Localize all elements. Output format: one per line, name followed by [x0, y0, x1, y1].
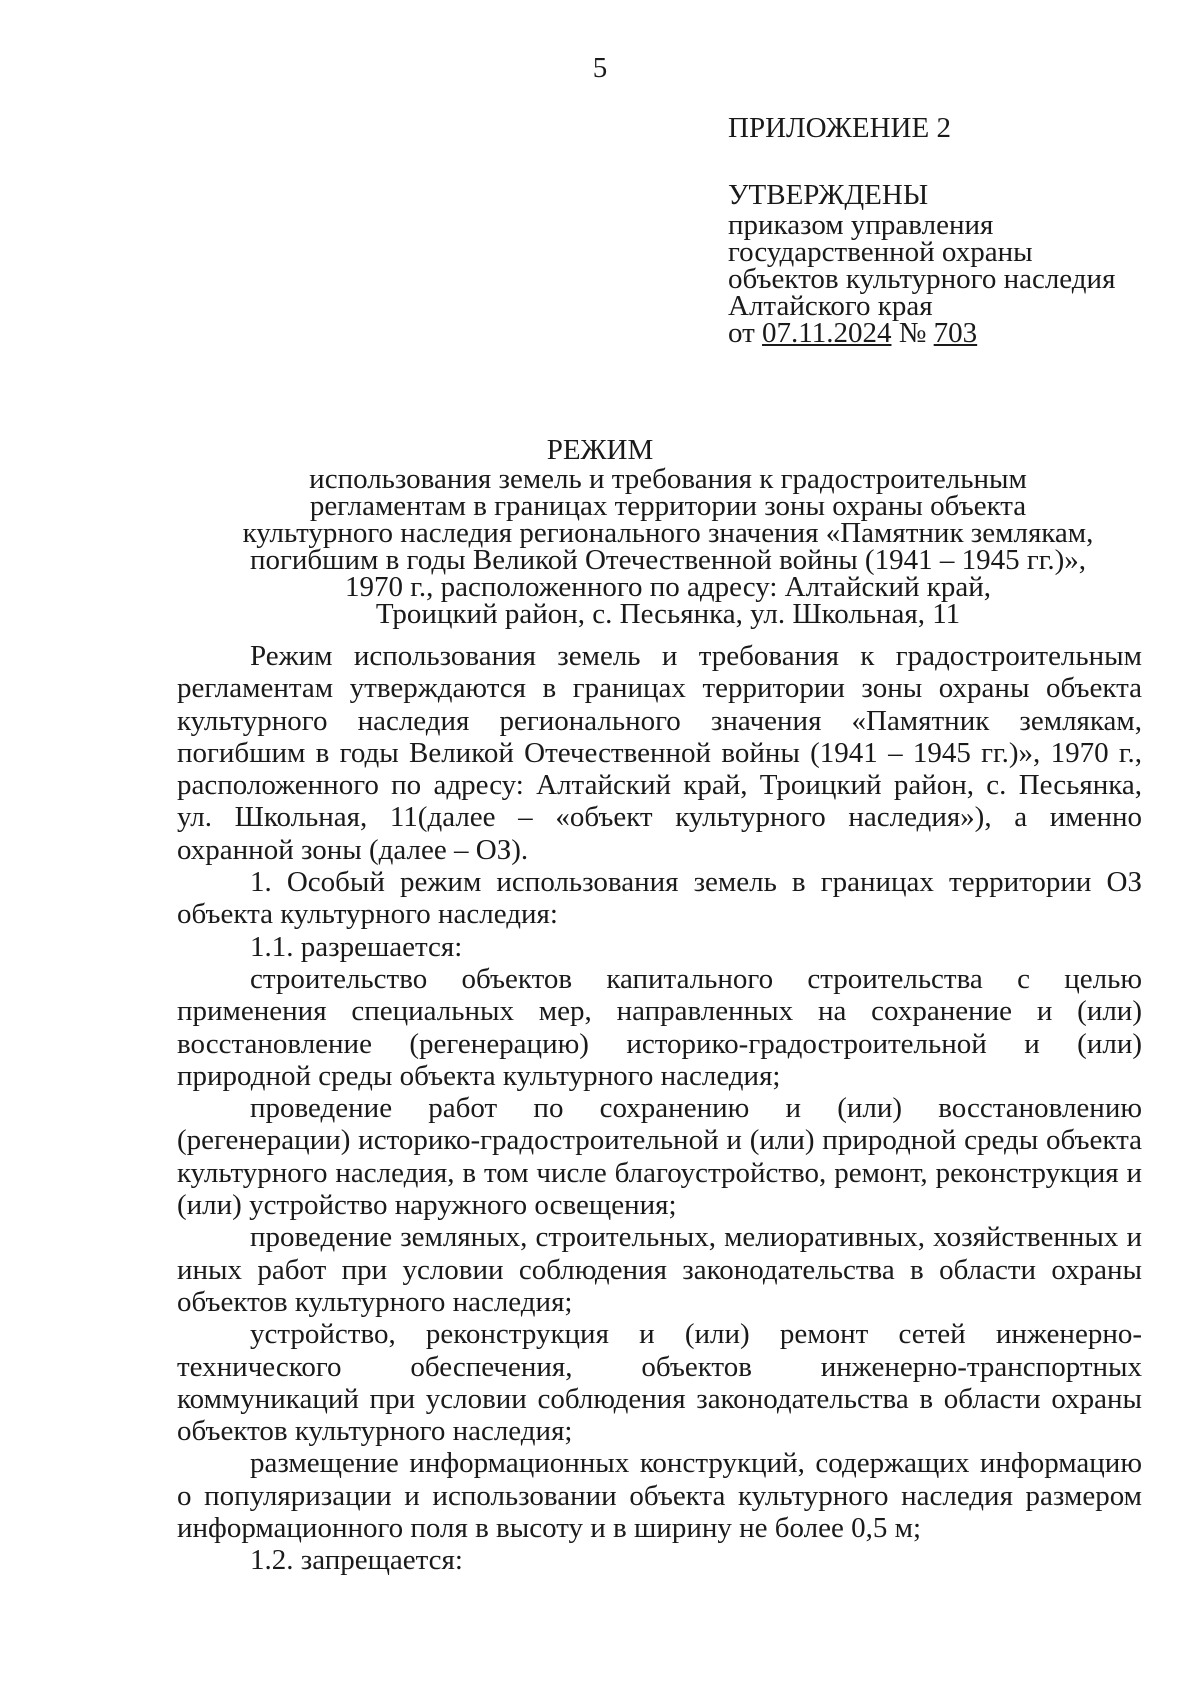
approval-line: государственной охраны	[728, 236, 1033, 268]
intro-paragraph: Режим использования земель и требования к градостроительным регламентам утверждаются в границах территории зоны охраны объекта культурного наследия регионального значения «Памятник землякам, погибшим в годы Великой Отечественной войны (1941 – 1945 гг.)», 1970 г., расположенного по адресу: Алтайский край, Троицкий район, с. Песьянка, ул. Школьная, 11(далее – «объект культурного наследия»), а именно охранной зоны (далее – ОЗ).	[177, 640, 1142, 866]
allowed-item: строительство объектов капитального строительства с целью применения специальных мер, направленных на сохранение и (или) восстановление (регенерацию) историко-градостроительной и (или) природной среды объекта культурного наследия;	[177, 962, 1142, 1092]
allowed-item: размещение информационных конструкций, содержащих информацию о популяризации и использовании объекта культурного наследия размером информационного поля в высоту и в ширину не более 0,5 м;	[177, 1447, 1142, 1545]
order-number: 703	[933, 317, 978, 349]
document-title: РЕЖИМ	[546, 434, 654, 466]
appendix-heading: ПРИЛОЖЕНИЕ 2	[728, 112, 951, 144]
document-body	[177, 640, 1142, 1577]
document-subtitle	[0, 463, 1200, 630]
subtitle-line: использования земель и требования к градостроительным	[309, 463, 1027, 495]
section-1-2-heading: 1.2. запрещается:	[250, 1544, 463, 1577]
approval-line: объектов культурного наследия	[728, 263, 1116, 295]
order-date: 07.11.2024	[762, 317, 892, 349]
allowed-item: проведение земляных, строительных, мелиоративных, хозяйственных и иных работ при условии соблюдения законодательства в области охраны объектов культурного наследия;	[177, 1221, 1142, 1318]
allowed-item: устройство, реконструкция и (или) ремонт сетей инженерно-технического обеспечения, объектов инженерно-транспортных коммуникаций при условии соблюдения законодательства в области охраны объектов культурного наследия;	[177, 1318, 1142, 1448]
subtitle-line: Троицкий район, с. Песьянка, ул. Школьная, 11	[375, 598, 961, 630]
section-1-heading: 1. Особый режим использования земель в границах территории ОЗ объекта культурного наследия:	[177, 866, 1142, 931]
approval-line: приказом управления	[728, 209, 994, 241]
approval-date-line	[728, 317, 1115, 349]
allowed-item: проведение работ по сохранению и (или) восстановлению (регенерации) историко-градостроительной и (или) природной среды объекта культурного наследия, в том числе благоустройство, ремонт, реконструкция и (или) устройство наружного освещения;	[177, 1092, 1142, 1222]
page-number: 5	[592, 52, 608, 84]
subtitle-line: 1970 г., расположенного по адресу: Алтайский край,	[345, 571, 991, 603]
number-sign: №	[898, 317, 927, 349]
approval-line: Алтайского края	[728, 290, 933, 322]
approval-block	[728, 178, 1115, 347]
subtitle-line: регламентам в границах территории зоны охраны объекта	[309, 490, 1027, 522]
approval-heading: УТВЕРЖДЕНЫ	[728, 179, 929, 211]
subtitle-line: культурного наследия регионального значения «Памятник землякам,	[242, 517, 1094, 549]
section-1-1-heading: 1.1. разрешается:	[250, 930, 463, 963]
subtitle-line: погибшим в годы Великой Отечественной войны (1941 – 1945 гг.)»,	[249, 544, 1087, 576]
date-prefix: от	[728, 317, 755, 349]
